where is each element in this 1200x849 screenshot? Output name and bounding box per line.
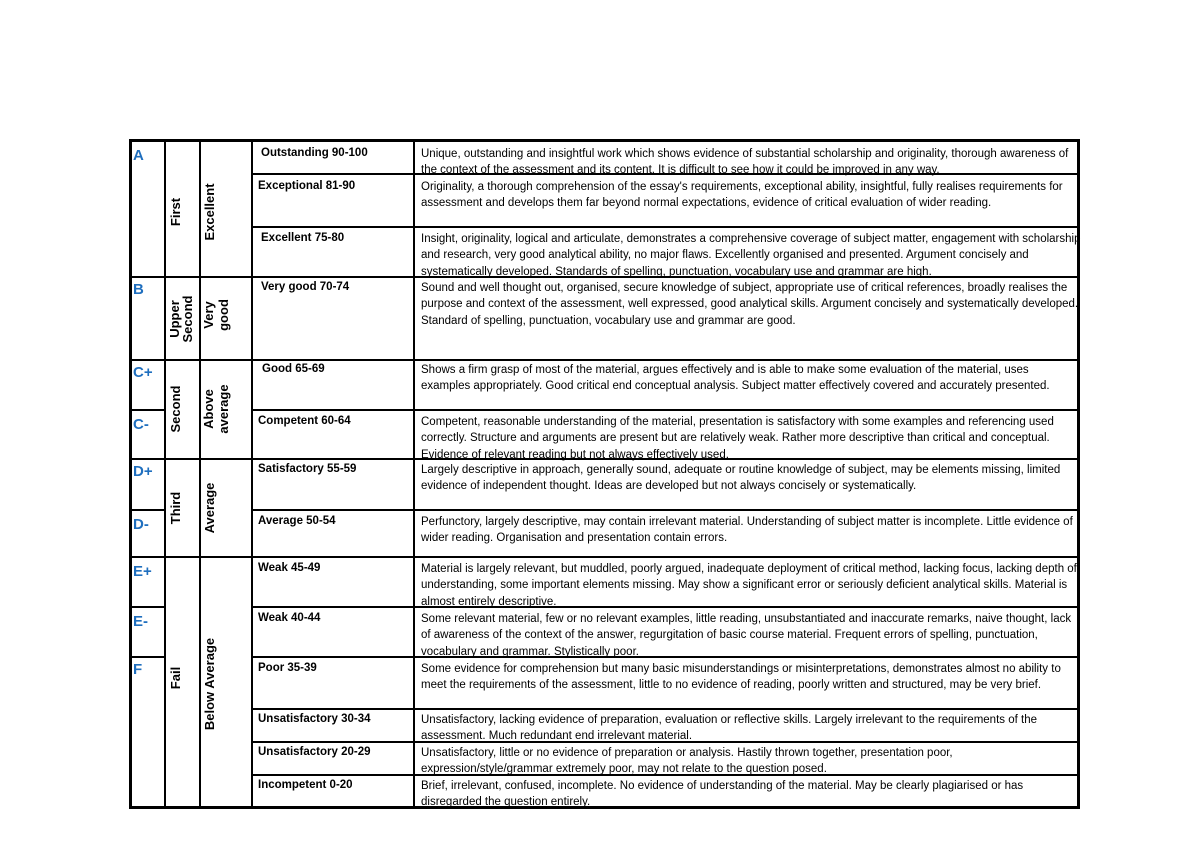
mark-band-label: Unsatisfactory 30-34 — [258, 713, 371, 725]
grade-letter: E- — [133, 613, 148, 630]
row-divider — [132, 509, 164, 511]
classification-label: Third — [168, 491, 183, 525]
grade-letter: E+ — [133, 563, 152, 580]
mark-band-description: Perfunctory, largely descriptive, may contain irrelevant material. Understanding of subject matter is incomplete. Little evidence of wider reading. Organisation and presentation contain errors. — [421, 516, 1073, 545]
marking-rubric-table — [129, 139, 1080, 809]
mark-band-description: Competent, reasonable understanding of the material, presentation is satisfactory with some examples and referencing used correctly. Structure and arguments are present but are relatively weak. Rather more descriptive than critical and conceptual. Evidence of relevant reading but not always effectively used. — [421, 416, 1054, 461]
column-divider — [199, 142, 201, 806]
mark-band-description: Sound and well thought out, organised, secure knowledge of subject, appropriate use of critical references, broadly realises the purpose and context of the assessment, well expressed, good analytical skills. Argument concisely and systematically developed. Standard of spelling, punctuation, vocabulary use and grammar are good. — [421, 282, 1079, 327]
mark-band-label: Very good 70-74 — [261, 281, 350, 293]
quality-label: Very good — [201, 299, 231, 331]
grade-letter: F — [133, 661, 143, 678]
row-divider — [132, 606, 164, 608]
mark-band-label: Unsatisfactory 20-29 — [258, 746, 371, 758]
row-divider — [253, 509, 1077, 511]
mark-band-label: Average 50-54 — [258, 515, 336, 527]
mark-band-label: Excellent 75-80 — [261, 232, 345, 244]
grade-letter: A — [133, 147, 144, 164]
quality-label: Average — [202, 482, 217, 534]
row-divider — [253, 708, 1077, 710]
row-divider — [253, 409, 1077, 411]
mark-band-description: Material is largely relevant, but muddled, poorly argued, inadequate deployment of critical method, lacking focus, lacking depth of understanding, some important elements missing. May show a significant error or seriously deficient analytical skills. Material is almost entirely descriptive. — [421, 563, 1077, 608]
mark-band-label: Satisfactory 55-59 — [258, 463, 357, 475]
grade-letter: C- — [133, 416, 149, 433]
mark-band-description: Largely descriptive in approach, generally sound, adequate or routine knowledge of subject, may be elements missing, limited evidence of independent thought. Ideas are developed but not always concisely or systematically. — [421, 464, 1061, 493]
mark-band-description: Unsatisfactory, lacking evidence of preparation, evaluation or reflective skills. Largely irrelevant to the requirements of the assessment. Much redundant end irrelevant material. — [421, 714, 1037, 743]
grade-letter: D- — [133, 516, 149, 533]
mark-band-description: Unique, outstanding and insightful work which shows evidence of substantial scholarship and originality, thorough awareness of the context of the assessment and its content. It is difficult to see how it could be improved in any way. — [421, 148, 1069, 177]
column-divider — [251, 142, 253, 806]
mark-band-label: Competent 60-64 — [258, 415, 351, 427]
classification-label: Fail — [168, 666, 183, 690]
classification-label: Upper Second — [167, 295, 195, 343]
mark-band-description: Brief, irrelevant, confused, incomplete. No evidence of understanding of the material. May be clearly plagiarised or has disregarded the question entirely. — [421, 780, 1024, 809]
mark-band-label: Exceptional 81-90 — [258, 180, 356, 192]
mark-band-label: Outstanding 90-100 — [261, 147, 368, 159]
mark-band-label: Good 65-69 — [262, 363, 325, 375]
grade-letter: C+ — [133, 364, 153, 381]
mark-band-label: Incompetent 0-20 — [258, 779, 353, 791]
row-divider — [132, 409, 164, 411]
mark-band-description: Shows a firm grasp of most of the material, argues effectively and is able to make some evaluation of the material, uses examples appropriately. Good critical end conceptual analysis. Subject matter effectively covered and accurately presented. — [421, 364, 1050, 393]
classification-label: Second — [168, 385, 183, 433]
mark-band-description: Some evidence for comprehension but many basic misunderstandings or misinterpretations, demonstrates almost no ability to meet the requirements of the assessment, little to no evidence of reading, poorly written and structured, may be very brief. — [421, 663, 1061, 692]
quality-label: Excellent — [202, 183, 217, 241]
mark-band-label: Weak 40-44 — [258, 612, 321, 624]
row-divider — [132, 556, 1077, 558]
column-divider — [164, 142, 166, 806]
mark-band-description: Unsatisfactory, little or no evidence of preparation or analysis. Hastily thrown together, presentation poor, expression/style/grammar extremely poor, may not relate to the question posed. — [421, 747, 953, 776]
classification-label: First — [168, 197, 183, 227]
mark-band-label: Weak 45-49 — [258, 562, 321, 574]
row-divider — [132, 656, 164, 658]
quality-label: Below Average — [202, 637, 217, 731]
mark-band-label: Poor 35-39 — [258, 662, 317, 674]
mark-band-description: Insight, originality, logical and articulate, demonstrates a comprehensive coverage of subject matter, engagement with scholarship and research, very good analytical ability, no major flaws. Excellently organised and presented. Argument concisely and systematically developed. Standards of spelling, punctuation, vocabulary use and grammar are high. — [421, 233, 1081, 278]
row-divider — [132, 359, 1077, 361]
quality-label: Above average — [201, 384, 231, 434]
row-divider — [253, 226, 1077, 228]
grade-letter: D+ — [133, 463, 153, 480]
column-divider — [413, 142, 415, 806]
mark-band-description: Originality, a thorough comprehension of the essay's requirements, exceptional ability, insightful, fully realises requirements for assessment and develops them far beyond normal expectations, evidence of critical evaluation of wider reading. — [421, 181, 1063, 210]
mark-band-description: Some relevant material, few or no relevant examples, little reading, unsubstantiated and inaccurate remarks, naive thought, lack of awareness of the context of the answer, regurgitation of basic course material. Frequent errors of spelling, punctuation, vocabulary and grammar. Stylistically poor. — [421, 613, 1072, 658]
grade-letter: B — [133, 281, 144, 298]
